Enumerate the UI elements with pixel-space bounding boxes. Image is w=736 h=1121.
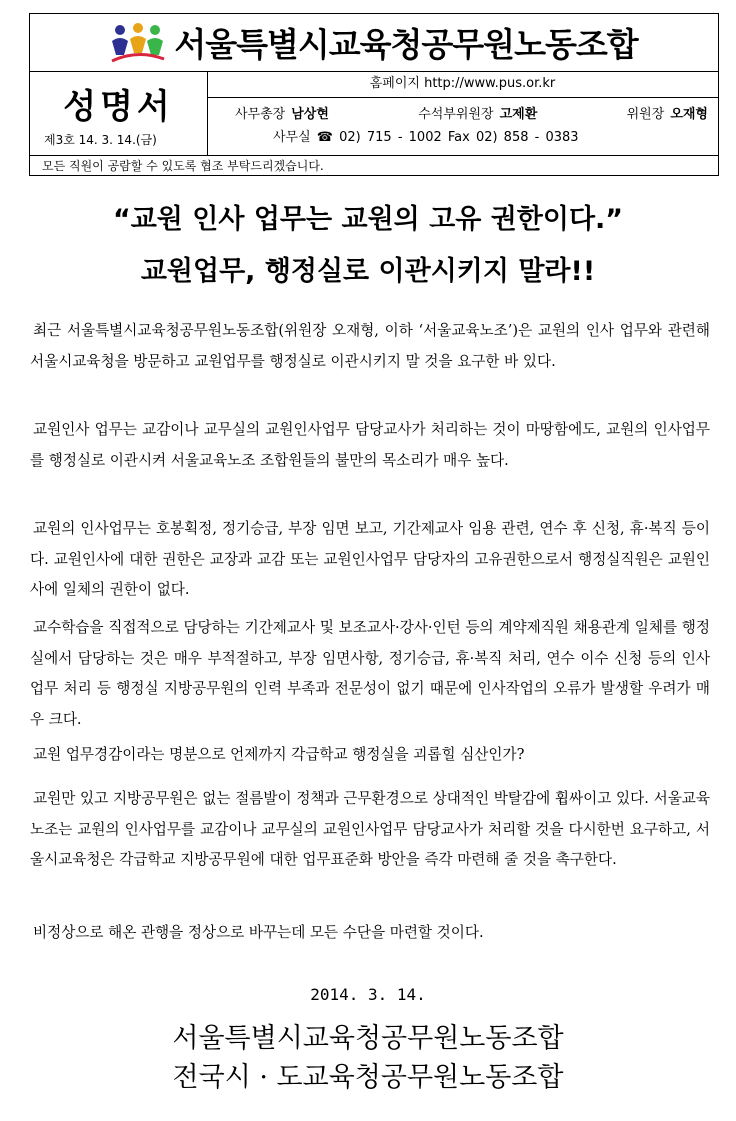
org-name: 서울특별시교육청공무원노동조합 xyxy=(174,25,638,64)
statement-number: 제3호 14. 3. 14.(금) xyxy=(44,133,157,147)
letterhead-info-row xyxy=(30,71,718,156)
body-paragraph: 최근 서울특별시교육청공무원노동조합(위원장 오재형, 이하 ‘서울교육노조’)은 교원의 인사 업무와 관련해 서울시교육청을 방문하고 교원업무를 행정실로 이관시키지 말 것을 요구한 바 있다. xyxy=(30,322,710,370)
contact-info: 사무실 ☎ 02) 715 - 1002 Fax 02) 858 - 0383 xyxy=(273,130,579,145)
officer-item: 수석부위원장 고제환 xyxy=(418,107,538,122)
letterhead-slogan: 모든 직원이 공람할 수 있도록 협조 부탁드리겠습니다. xyxy=(42,159,324,173)
statement-title: 성명서 xyxy=(63,87,174,127)
signature-line: 전국시 · 도교육청공무원노동조합 xyxy=(172,1062,564,1093)
body-paragraph: 교원의 인사업무는 호봉획정, 정기승급, 부장 임면 보고, 기간제교사 임용 관련, 연수 후 신청, 휴·복직 등이다. 교원인사에 대한 권한은 교장과 교감 또는 교원인사업무 담당자의 고유권한으로서 행정실직원은 교원인사에 일체의 권한이 없다. xyxy=(30,520,710,598)
body-paragraph: 교원 업무경감이라는 명분으로 언제까지 각급학교 행정실을 괴롭힐 심산인가? xyxy=(33,746,525,763)
body-paragraph: 교원인사 업무는 교감이나 교무실의 교원인사업무 담당교사가 처리하는 것이 마땅함에도, 교원의 인사업무를 행정실로 이관시켜 서울교육노조 조합원들의 불만의 목소리가 매우 높다. xyxy=(30,421,710,469)
letterhead xyxy=(29,13,719,176)
letterhead-title-row xyxy=(30,14,718,72)
officer-item: 사무총장 남상현 xyxy=(235,107,329,122)
homepage-link[interactable]: 홈페이지 http://www.pus.or.kr xyxy=(207,71,718,98)
officer-item: 위원장 오재형 xyxy=(626,107,708,122)
body-paragraph: 교원만 있고 지방공무원은 없는 절름발이 정책과 근무환경으로 상대적인 박탈감에 휩싸이고 있다. 서울교육노조는 교원의 인사업무를 교감이나 교무실의 교원인사업무 담당교사가 처리할 것을 다시한번 요구하고, 서울시교육청은 각급학교 지방공무원에 대한 업무표준화 방안을 즉각 마련해 줄 것을 촉구한다. xyxy=(30,790,710,868)
contact-box xyxy=(207,71,718,155)
headline-line2: 교원업무, 행정실로 이관시키지 말라!! xyxy=(140,256,596,287)
officers-list xyxy=(235,103,708,122)
body-paragraph: 비정상으로 해온 관행을 정상으로 바꾸는데 모든 수단을 마련할 것이다. xyxy=(33,924,484,941)
body-paragraph: 교수학습을 직접적으로 담당하는 기간제교사 및 보조교사·강사·인턴 등의 계약제직원 채용관계 일체를 행정실에서 담당하는 것은 매우 부적절하고, 부장 임면사항, 정기승급, 휴·복직 처리, 연수 이수 신청 등의 인사업무 처리 등 행정실 지방공무원의 인력 부족과 전문성이 없기 때문에 인사작업의 오류가 발생할 우려가 매우 크다. xyxy=(30,619,710,728)
statement-box xyxy=(30,71,208,155)
signature-line: 서울특별시교육청공무원노동조합 xyxy=(172,1023,564,1054)
statement-date: 2014. 3. 14. xyxy=(310,985,426,1004)
headline-line1: “교원 인사 업무는 교원의 고유 권한이다.” xyxy=(112,204,624,235)
union-logo-icon xyxy=(110,21,166,65)
